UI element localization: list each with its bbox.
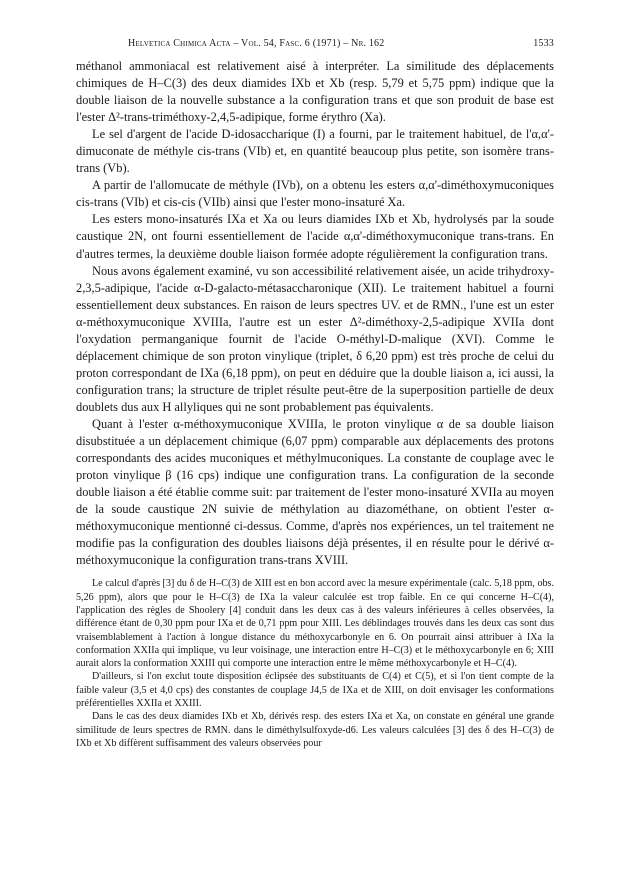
paragraph: A partir de l'allomucate de méthyle (IVb), on a obtenu les esters α,α'-diméthoxymuconiques cis-trans (VIb) et cis-cis (VIIb) ainsi que l'ester mono-insaturé Xa.	[76, 178, 554, 210]
paragraph: Les esters mono-insaturés IXa et Xa ou leurs diamides IXb et Xb, hydrolysés par la soude caustique 2N, ont fourni essentiellement de l'acide α,α'-diméthoxymuconique trans-trans. En d'autres termes, la deuxième double liaison formée adopte régulièrement la configuration trans.	[76, 212, 554, 261]
paragraph: méthanol ammoniacal est relativement aisé à interpréter. La similitude des déplacements chimiques de H–C(3) des deux diamides IXb et Xb (resp. 5,79 et 5,75 ppm) indique que la double liaison de la nouvelle substance a la configuration trans et que son produit de base est l'ester Δ²-trans-triméthoxy-2,4,5-adipique, forme érythro (Xa).	[76, 59, 554, 125]
small-print-paragraph: Dans le cas des deux diamides IXb et Xb, dérivés resp. des esters IXa et Xa, on constate en général une grande similitude de leurs spectres de RMN. dans le diméthylsulfoxyde-d6. Les valeurs calculées [3] des δ des H–C(3) de IXb et Xb diffèrent suffisamment des valeurs observées pour	[76, 711, 554, 749]
small-print-paragraph: Le calcul d'après [3] du δ de H–C(3) de XIII est en bon accord avec la mesure expérimentale (calc. 5,18 ppm, obs. 5,26 ppm), alors que pour le H–C(3) de IXa la valeur calculée est trop faible. En ce qui concerne H–C(4), l'application des règles de Shoolery [4] conduit dans les deux cas à des valeurs inférieures à celles observées, la différence étant de 0,30 ppm pour IXa et de 0,71 ppm pour XIII. Les déblindages trouvés dans les deux cas sont dus vraisemblablement à l'action à longue distance du méthoxycarbonyle en 6. On pourrait ainsi attribuer à IXa la conformation XXIIa qui implique, vu leur voisinage, une interaction entre H–C(3) et le méthoxycarbonyle en 6; XIII aurait alors la conformation XXIII qui comporte une interaction entre le même méthoxycarbonyle et H–C(4).	[76, 578, 554, 670]
running-header	[76, 38, 554, 54]
page-number: 1533	[533, 38, 554, 49]
journal-page	[76, 38, 554, 750]
main-text	[76, 58, 554, 569]
paragraph: Le sel d'argent de l'acide D-idosaccharique (I) a fourni, par le traitement habituel, de l'α,α'-dimuconate de méthyle cis-trans (VIb) et, en quantité beaucoup plus petite, son isomère trans-trans (Vb).	[76, 127, 554, 176]
running-title: Helvetica Chimica Acta – Vol. 54, Fasc. 6 (1971) – Nr. 162	[128, 38, 385, 49]
small-print-paragraph: D'ailleurs, si l'on exclut toute disposition éclipsée des substituants de C(4) et C(5), et si l'on tient compte de la faible valeur (3,5 et 4,0 cps) des constantes de couplage J4,5 de IXa et de XIII, on doit envisager les conformations préférentielles XXIIa et XXIII.	[76, 671, 554, 710]
paragraph: Nous avons également examiné, vu son accessibilité relativement aisée, un acide trihydroxy-2,3,5-adipique, l'acide α-D-galacto-métasaccharonique (XII). Le traitement habituel a fourni essentiellement deux substances. En raison de leurs spectres UV. et de RMN., l'une est un ester α-méthoxymuconique XVIIIa, l'autre est un ester Δ²-diméthoxy-2,5-adipique XVIIa dont l'oxydation permanganique fournit de l'acide O-méthyl-D-malique (XVI). Comme le déplacement chimique de son proton vinylique (triplet, δ 6,20 ppm) est très proche de celui du proton correspondant de IXa (6,18 ppm), on peut en déduire que la double liaison a, ici aussi, la configuration trans; la structure de triplet résulte peut-être de la superposition partielle de deux doublets dus aux H allyliques qui ne sont probablement pas équivalents.	[76, 263, 554, 414]
paragraph: Quant à l'ester α-méthoxymuconique XVIIIa, le proton vinylique α de sa double liaison disubstituée a un déplacement chimique (6,07 ppm) comparable aux déplacements des protons correspondants des acides muconiques et méthylmuconiques. La constante de couplage avec le proton vinylique β (16 cps) indique une configuration trans. La configuration de la seconde double liaison a été établie comme suit: par traitement de l'ester mono-insaturé XVIIa au moyen de la soude caustique 2N suivie de méthylation au diazométhane, on obtient l'ester α-méthoxymuconique mentionné ci-dessus. Comme, d'après nos expériences, un tel traitement ne modifie pas la configuration des doubles liaisons déjà présentes, il en résulte pour le dérivé α-méthoxymuconique la configuration trans-trans XVIII.	[76, 416, 554, 568]
small-print-section	[76, 577, 554, 750]
